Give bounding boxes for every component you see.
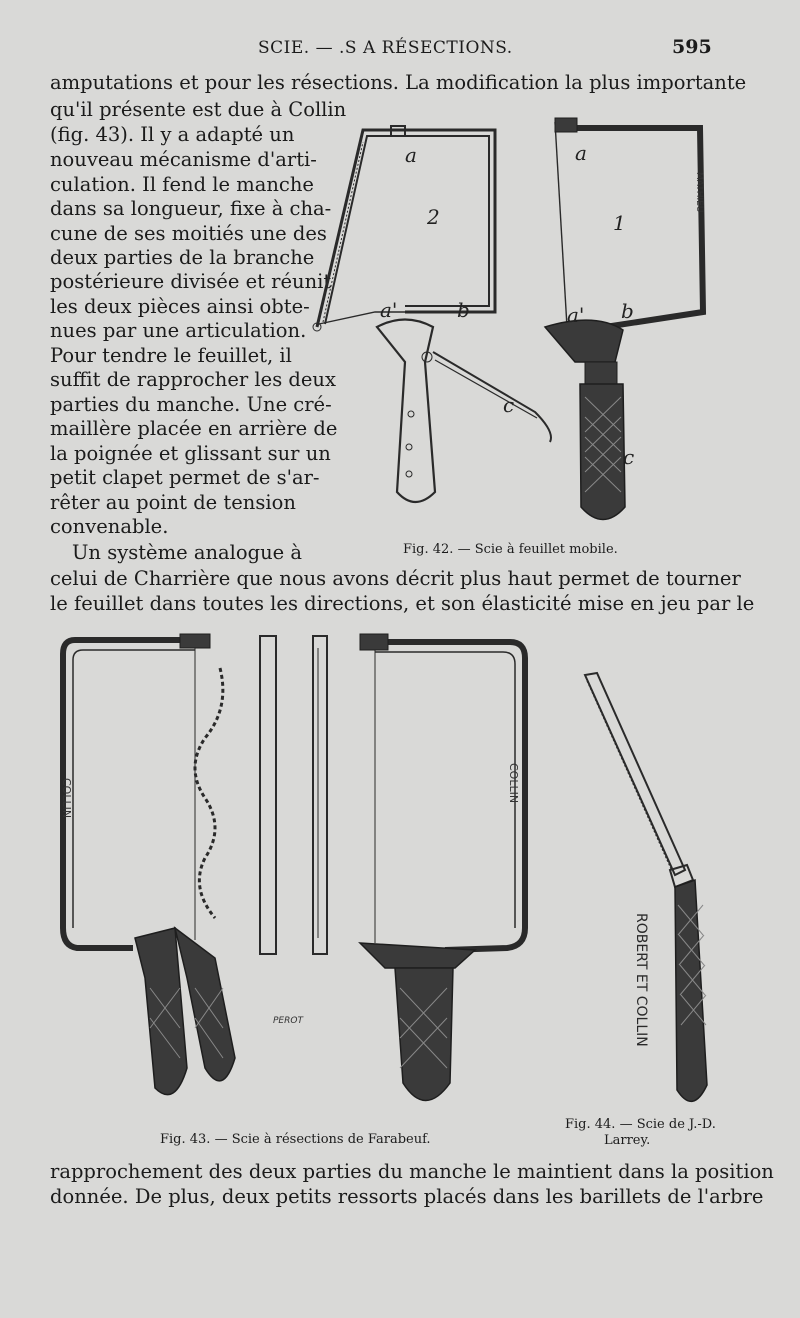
- text-line: Un système analogue à: [72, 541, 303, 564]
- text-line: qu'il présente est due à Collin: [50, 98, 347, 121]
- text-line: donnée. De plus, deux petits ressorts placés dans les barillets de l'arbre: [50, 1185, 764, 1208]
- figure-44-caption-line1: Fig. 44. — Scie de J.-D.: [565, 1117, 716, 1132]
- fig42-label-a: a: [405, 143, 417, 167]
- fig43-signature: PEROT: [273, 1016, 303, 1026]
- figure-43-caption: Fig. 43. — Scie à résections de Farabeuf.: [160, 1132, 431, 1147]
- text-line: dans sa longueur, fixe à cha-: [50, 197, 332, 220]
- fig42-label-b: b: [457, 298, 470, 322]
- text-line: cune de ses moitiés une des: [50, 222, 327, 245]
- text-line: amputations et pour les résections. La modification la plus importante: [50, 71, 747, 94]
- header-title: SCIE. — .S A RÉSECTIONS.: [258, 38, 513, 58]
- text-line: parties du manche. Une cré-: [50, 393, 332, 416]
- fig44-engraving: ROBERT ET COLLIN: [633, 913, 649, 1047]
- fig42-label-c-right: c: [623, 445, 635, 469]
- fig43-engraving-right: COLLIN: [507, 763, 520, 804]
- fig42-label-a-prime-right: a': [567, 303, 585, 327]
- fig42-label-1: 1: [613, 211, 626, 235]
- figure-44-illustration: [575, 665, 725, 1115]
- fig42-label-a-right: a: [575, 141, 587, 165]
- text-line: celui de Charrière que nous avons décrit plus haut permet de tourner: [50, 567, 741, 590]
- text-line: suffit de rapprocher les deux: [50, 368, 336, 391]
- fig42-label-b-right: b: [621, 299, 634, 323]
- fig43-engraving-left: COLLIN: [60, 778, 73, 819]
- figure-43-illustration: [55, 628, 535, 1116]
- text-line: petit clapet permet de s'ar-: [50, 466, 320, 489]
- figure-42-caption: Fig. 42. — Scie à feuillet mobile.: [403, 542, 618, 557]
- figure-42-illustration: [305, 112, 735, 532]
- text-line: la poignée et glissant sur un: [50, 442, 331, 465]
- fig42-engraving: MATHIEU: [694, 172, 704, 213]
- text-line: postérieure divisée et réunit: [50, 270, 332, 293]
- text-line: convenable.: [50, 515, 169, 538]
- fig42-label-c: c: [503, 393, 515, 417]
- text-line: culation. Il fend le manche: [50, 173, 314, 196]
- text-line: deux parties de la branche: [50, 246, 315, 269]
- text-line: rêter au point de tension: [50, 491, 296, 514]
- page-number: 595: [672, 36, 712, 58]
- text-line: les deux pièces ainsi obte-: [50, 295, 310, 318]
- fig42-label-2: 2: [427, 205, 440, 229]
- text-line: (fig. 43). Il y a adapté un: [50, 123, 295, 146]
- text-line: nouveau mécanisme d'arti-: [50, 148, 317, 171]
- text-line: nues par une articulation.: [50, 319, 307, 342]
- running-header: [0, 36, 800, 64]
- text-line: le feuillet dans toutes les directions, et son élasticité mise en jeu par le: [50, 592, 755, 615]
- fig42-label-a-prime: a': [380, 298, 398, 322]
- text-line: Pour tendre le feuillet, il: [50, 344, 292, 367]
- text-line: maillère placée en arrière de: [50, 417, 338, 440]
- text-line: rapprochement des deux parties du manche le maintient dans la position: [50, 1160, 774, 1183]
- figure-44-caption-line2: Larrey.: [604, 1133, 651, 1148]
